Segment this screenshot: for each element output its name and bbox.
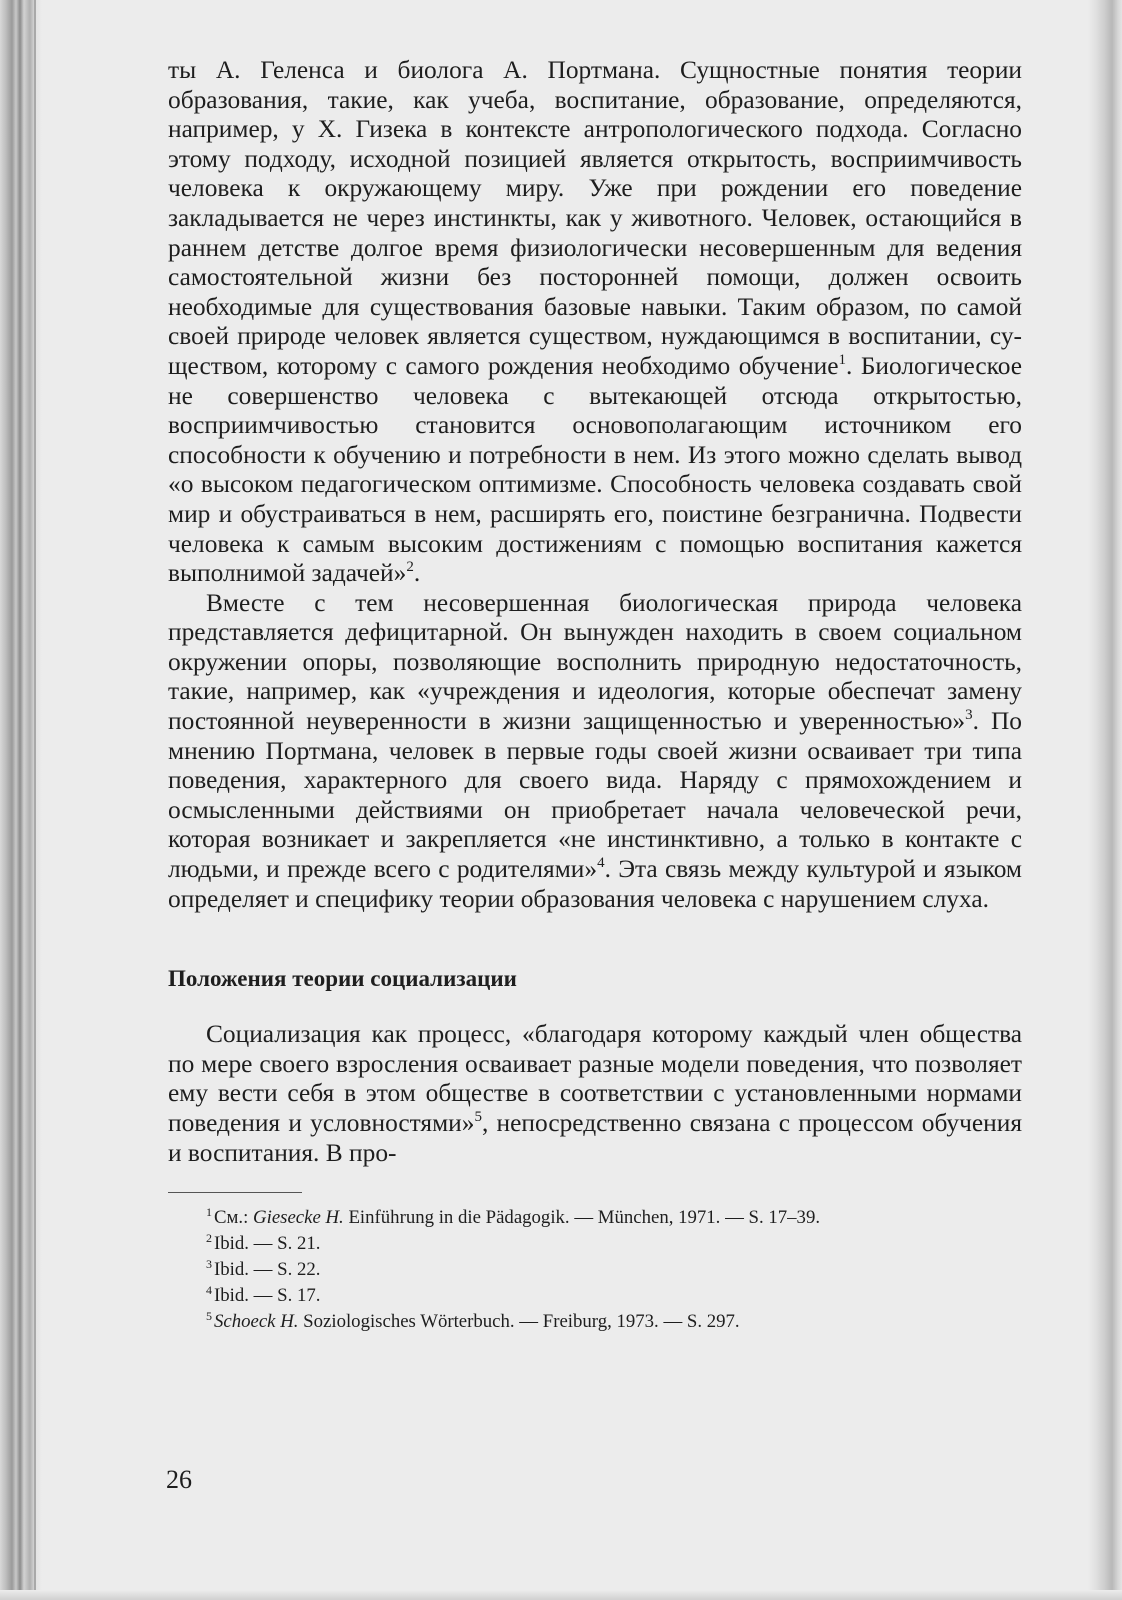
page-bottom-edge: [0, 1590, 1122, 1600]
page-right-edge: [1088, 0, 1122, 1600]
footnote-number: 4: [206, 1283, 212, 1298]
footnote-ref-4[interactable]: 4: [597, 855, 605, 872]
paragraph-1-text-c: .: [413, 559, 421, 588]
footnote-item: [206, 1205, 1022, 1231]
footnote-prefix: См.:: [214, 1207, 254, 1229]
footnote-text: Ibid. — S. 17.: [214, 1285, 321, 1307]
paragraph-1-text-a: ты А. Геленса и биолога А. Портмана. Сущностные понятия теории образования, такие, как учеба, воспитание, образование, определяются, например, у X. Гизека в контексте антропологического подхода. Согласно этому подходу, исходной позицией является открытость, восприимчивость человека к окружающему миру. Уже при рождении его поведение закладывается не через инстинкты, как у животного. Человек, остающийся в раннем детстве долгое время физиологически несовершенным для ведения самостоятельной жизни без посторонней помощи, должен освоить необходимые для существования базовые навыки. Таким образом, по самой своей природе человек является существом, нуждающимся в воспитании, существом, которому с самого рождения необходимо обучение: [168, 56, 1022, 380]
footnote-number: 5: [206, 1309, 212, 1324]
paragraph-2-text-b: . По мнению Портмана, человек в первые годы своей жизни осваивает три типа поведения, характерного для своего вида. Наряду с прямохождением и осмысленными действиями он приобретает начала человеческой речи, которая возникает и закрепляется «не инстинктивно, а только в контакте с людьми, и прежде всего с родителями»: [168, 707, 1022, 884]
footnote-text: Einführung in die Pädagogik. — München, 1971. — S. 17–39.: [343, 1207, 821, 1229]
footnote-number: 2: [206, 1231, 212, 1246]
paragraph-2: [168, 589, 1022, 915]
paragraph-3-text-b: , непосредственно связана с процессом обучения и воспитания. В про-: [168, 1109, 1022, 1167]
footnote-item: [206, 1257, 1022, 1283]
footnote-number: 1: [206, 1205, 212, 1220]
footnote-item: [206, 1309, 1022, 1335]
section-heading: Положения теории социализации: [168, 966, 517, 992]
footnote-divider: [168, 1192, 302, 1193]
footnotes-list: [168, 1205, 1022, 1335]
paragraph-2-text-c: . Эта связь между культурой и языком определяет и специфику теории образования человека с нарушением слуха.: [168, 855, 1022, 913]
paragraph-1-text-b: . Биологическое не совершенство человека с вытекающей отсюда открытостью, восприимчивостью становится основополагающим источником его способности к обучению и потребности в нем. Из этого можно сделать вывод «о высоком педагогическом оптимизме. Способность человека создавать свой мир и обустраиваться в нем, расширять его, поистине безгранична. Подвести человека к самым высоким достижениям с помощью воспитания кажется выполнимой задачей»: [168, 351, 1022, 588]
paragraph-1: [168, 56, 1022, 589]
footnote-item: [206, 1231, 1022, 1257]
footnote-author: Schoeck H.: [214, 1311, 299, 1333]
footnote-author: Giesecke H.: [253, 1207, 344, 1229]
footnote-ref-1[interactable]: 1: [838, 351, 847, 368]
page-body: [168, 56, 1022, 1335]
paragraph-2-text-a: Вместе с тем несовершенная биологическая природа человека представляется дефицитарной. Он вынужден находить в своем социальном окружении опоры, позволяющие восполнить природную недостаточность, такие, например, как «учреждения и идеология, которые обеспечат замену постоянной неуверенности в жизни защищенностью и уверенностью»: [168, 588, 1022, 736]
footnote-item: [206, 1283, 1022, 1309]
footnote-number: 3: [206, 1257, 212, 1272]
footnote-ref-2[interactable]: 2: [406, 559, 414, 576]
footnote-text: Ibid. — S. 21.: [214, 1233, 321, 1255]
page-number: 26: [166, 1465, 192, 1494]
binding-line: [34, 0, 36, 1600]
footnote-ref-3[interactable]: 3: [965, 707, 973, 724]
paragraph-3: [168, 1020, 1022, 1168]
footnote-text: Soziologisches Wörterbuch. — Freiburg, 1973. — S. 297.: [298, 1311, 740, 1333]
paragraph-3-text-a: Социализация как процесс, «благодаря которому каждый член общества по мере своего взросления осваивает разные модели поведения, что позволяет ему вести себя в этом обществе в соответствии с установленными нормами поведения и условностями»: [168, 1020, 1022, 1137]
footnote-text: Ibid. — S. 22.: [214, 1259, 321, 1281]
footnote-ref-5[interactable]: 5: [474, 1109, 482, 1125]
